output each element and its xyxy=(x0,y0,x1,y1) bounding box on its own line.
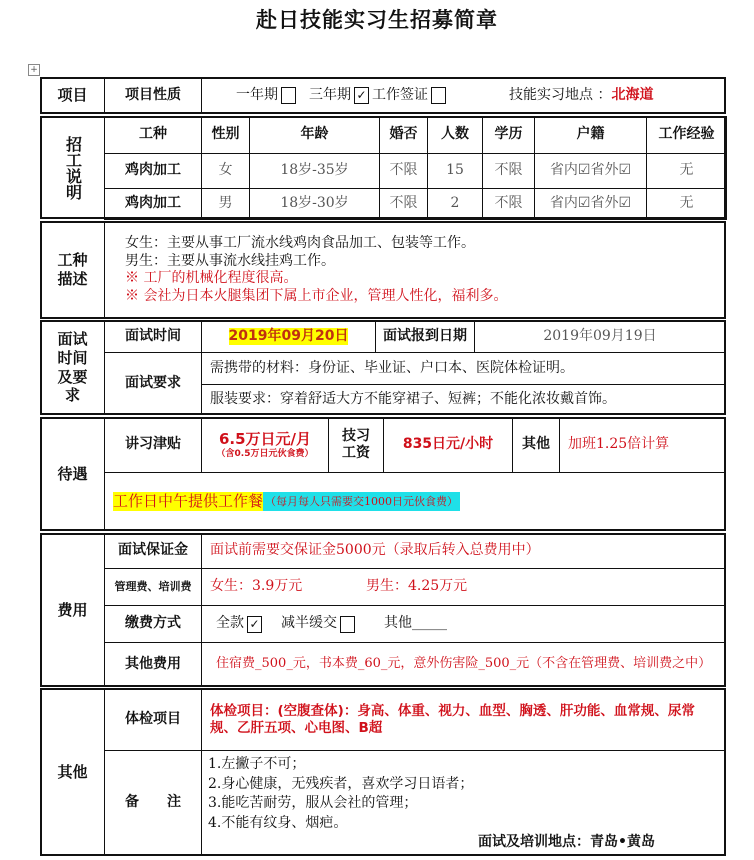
fees-label: 费用 xyxy=(40,533,105,687)
work-visa-checkbox[interactable] xyxy=(431,87,446,104)
job-desc-label: 工种描述 xyxy=(40,221,105,319)
half-payment-checkbox[interactable] xyxy=(340,616,355,633)
three-year-label: 三年期 xyxy=(309,86,351,103)
recruit-header: 婚否 xyxy=(379,116,428,154)
job-desc-content xyxy=(104,221,726,319)
allowance-value: 6.5万日元/月 xyxy=(218,430,312,448)
job-desc-line: 女生：主要从事工厂流水线鸡肉食品加工、包装等工作。 xyxy=(125,235,475,251)
recruit-cell: 不限 xyxy=(482,153,535,189)
other-benefit-label: 其他 xyxy=(512,417,560,473)
note-item: 2.身心健康，无残疾者，喜欢学习日语者； xyxy=(208,775,474,792)
recruit-cell: 15 xyxy=(427,153,483,189)
recruit-cell: 省内☑省外☑ xyxy=(534,188,647,220)
mgmt-fee-cell xyxy=(201,568,726,606)
job-desc-line: 男生：主要从事流水线挂鸡工作。 xyxy=(125,252,335,269)
recruit-cell: 无 xyxy=(646,153,727,189)
three-year-checkbox[interactable]: ✓ xyxy=(354,87,369,104)
job-desc-line: ※ 会社为日本火腿集团下属上市企业，管理人性化，福利多。 xyxy=(125,287,508,304)
payment-method-label: 缴费方式 xyxy=(104,605,202,643)
deposit-value: 面试前需要交保证金5000元（录取后转入总费用中） xyxy=(201,533,726,569)
recruit-cell: 不限 xyxy=(379,153,428,189)
location-label: 技能实习地点 ： xyxy=(509,86,612,103)
recruit-header: 工种 xyxy=(104,116,202,154)
recruit-cell: 鸡肉加工 xyxy=(104,188,202,220)
benefits-label: 待遇 xyxy=(40,417,105,531)
interview-time-cell xyxy=(201,320,376,353)
interview-req-materials: 需携带的材料：身份证、毕业证、户口本、医院体检证明。 xyxy=(201,352,726,385)
recruit-cell: 18岁-35岁 xyxy=(249,153,380,189)
allowance-label: 讲习津贴 xyxy=(104,417,202,473)
deposit-label: 面试保证金 xyxy=(104,533,202,569)
recruit-cell: 省内☑省外☑ xyxy=(534,153,647,189)
training-location: 面试及培训地点：青岛•黄岛 xyxy=(478,834,655,851)
full-payment-label: 全款 xyxy=(216,615,244,632)
recruit-header: 工作经验 xyxy=(646,116,727,154)
recruit-header: 性别 xyxy=(201,116,250,154)
other-label: 其他 xyxy=(40,688,105,856)
meal-cell xyxy=(104,472,726,531)
note-item: 1.左撇子不可； xyxy=(208,756,306,772)
female-fee: 女生：3.9万元 xyxy=(210,578,303,595)
exam-label: 体检项目 xyxy=(104,688,202,751)
recruit-cell: 男 xyxy=(201,188,250,220)
allowance-cell xyxy=(201,417,329,473)
interview-time: 2019年09月20日 xyxy=(228,327,349,344)
other-benefit-value: 加班1.25倍计算 xyxy=(559,417,726,473)
project-label: 项目 xyxy=(40,77,105,114)
recruit-cell: 鸡肉加工 xyxy=(104,153,202,189)
notes-cell xyxy=(201,750,726,856)
note-item: 3.能吃苦耐劳，服从会社的管理； xyxy=(208,795,418,812)
page-title: 赴日技能实习生招募简章 xyxy=(256,8,498,32)
recruit-header: 学历 xyxy=(482,116,535,154)
exam-items: 体检项目：(空腹查体)：身高、体重、视力、血型、胸透、肝功能、血常规、尿常规、乙肝五项、心电图、B超 xyxy=(201,688,726,751)
project-options xyxy=(201,77,726,114)
one-year-label: 一年期 xyxy=(236,86,278,103)
other-payment: 其他_____ xyxy=(384,615,447,632)
recruit-header: 人数 xyxy=(427,116,483,154)
recruit-cell: 不限 xyxy=(482,188,535,220)
notes-label: 备 注 xyxy=(104,750,202,856)
allowance-note: （含0.5万日元伙食费） xyxy=(216,448,314,459)
recruit-cell: 女 xyxy=(201,153,250,189)
other-fees-value: 住宿费_500_元，书本费_60_元，意外伤害险_500_元（不含在管理费、培训费之中） xyxy=(201,642,726,687)
recruit-header: 年龄 xyxy=(249,116,380,154)
other-fees-label: 其他费用 xyxy=(104,642,202,687)
mgmt-fee-label: 管理费、培训费 xyxy=(104,568,202,606)
one-year-checkbox[interactable] xyxy=(281,87,296,104)
half-payment-label: 减半缓交 xyxy=(281,615,337,632)
interview-req-label: 面试要求 xyxy=(104,352,202,415)
report-date: 2019年09月19日 xyxy=(474,320,726,353)
interview-label: 面试时间及要求 xyxy=(40,320,105,415)
report-date-label: 面试报到日期 xyxy=(375,320,475,353)
table-move-handle[interactable]: + xyxy=(28,64,40,76)
recruit-cell: 无 xyxy=(646,188,727,220)
recruit-cell: 18岁-30岁 xyxy=(249,188,380,220)
interview-time-label: 面试时间 xyxy=(104,320,202,353)
recruit-label: 招工说明 xyxy=(40,116,105,219)
interview-req-dress: 服装要求：穿着舒适大方不能穿裙子、短裤；不能化浓妆戴首饰。 xyxy=(201,384,726,415)
work-visa-label: 工作签证 xyxy=(372,86,428,103)
project-nature-label: 项目性质 xyxy=(104,77,202,114)
full-payment-checkbox[interactable]: ✓ xyxy=(247,616,262,633)
note-item: 4.不能有纹身、烟疤。 xyxy=(208,814,348,831)
meal-text: 工作日中午提供工作餐 xyxy=(113,492,264,511)
recruit-cell: 不限 xyxy=(379,188,428,220)
recruit-cell: 2 xyxy=(427,188,483,220)
recruit-header: 户籍 xyxy=(534,116,647,154)
wage-value: 835日元/小时 xyxy=(383,417,513,473)
wage-label: 技习工资 xyxy=(328,417,384,473)
payment-method-cell xyxy=(201,605,726,643)
male-fee: 男生：4.25万元 xyxy=(366,578,468,595)
meal-note: （每月每人只需要交1000日元伙食费） xyxy=(263,492,460,512)
location-value: 北海道 xyxy=(611,86,654,103)
job-desc-line: ※ 工厂的机械化程度很高。 xyxy=(125,270,298,286)
